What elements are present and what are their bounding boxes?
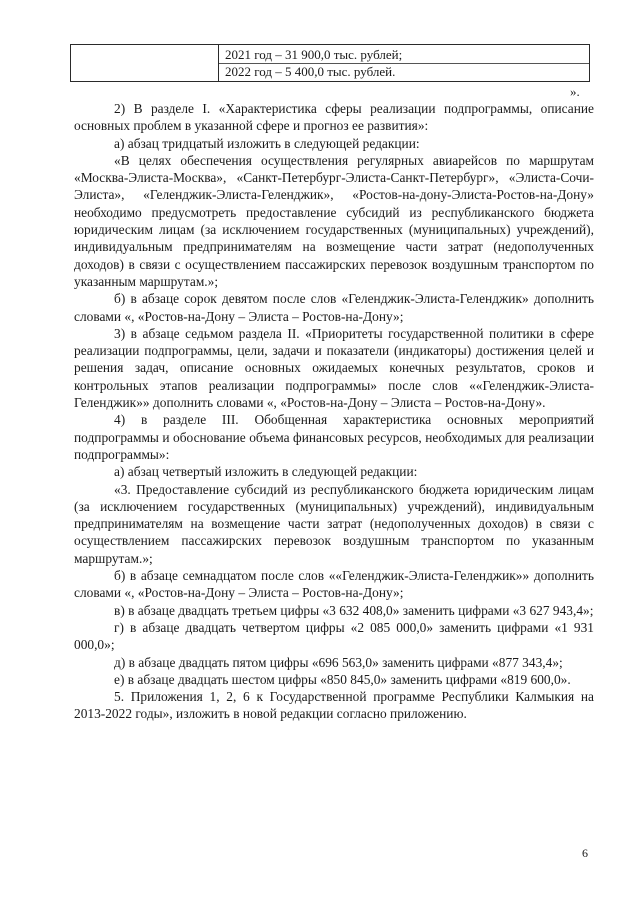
paragraph-item-a: а) абзац тридцатый изложить в следующей редакции: (114, 135, 420, 151)
paragraph-item-a-2: а) абзац четвертый изложить в следующей редакции: (114, 464, 418, 480)
paragraph-item-g: г) в абзаце двадцать четвертом цифры «2 085 000,0» заменить цифрами «1 931 000,0»; (74, 619, 594, 653)
funding-table-fragment (70, 44, 590, 82)
document-body (74, 100, 594, 723)
table-row-2021: 2021 год – 31 900,0 тыс. рублей; (225, 47, 403, 62)
paragraph-quote-subsidies: «3. Предоставление субсидий из республиканского бюджета юридическим лицам (за исключением государственных (муниципальных) учреждений), индивидуальным предпринимателям на возмещение части затрат (недополученных доходов) в связи с осуществлением пассажирских перевозок воздушным транспортом по указанным маршрутам.»; (74, 481, 594, 566)
closing-quote: ». (570, 84, 580, 99)
paragraph-quote-flights: «В целях обеспечения осуществления регулярных авиарейсов по маршрутам «Москва-Элиста-Москва», «Санкт-Петербург-Элиста-Санкт-Петербург», «Элиста-Сочи-Элиста», «Геленджик-Элиста-Геленджик», «Ростов-на-дону-Элиста-Ростов-на-Дону» необходимо предусмотреть предоставление субсидий из республиканского бюджета юридическим лицам (за исключением государственных (муниципальных) учреждений), индивидуальным предпринимателям на возмещение части затрат (недополученных доходов) в связи с осуществлением пассажирских перевозок воздушным транспортом по указанным маршрутам.»; (74, 152, 594, 289)
paragraph-item-b: б) в абзаце сорок девятом после слов «Геленджик-Элиста-Геленджик» дополнить словами «, «Ростов-на-Дону – Элиста – Ростов-на-Дону»; (74, 291, 594, 324)
table-row-2022: 2022 год – 5 400,0 тыс. рублей. (225, 64, 396, 79)
page-number: 6 (582, 846, 588, 860)
paragraph-item-d: д) в абзаце двадцать пятом цифры «696 563,0» заменить цифрами «877 343,4»; (114, 654, 563, 670)
paragraph-section-5: 5. Приложения 1, 2, 6 к Государственной программе Республики Калмыкия на 2013-2022 годы», изложить в новой редакции согласно приложению. (74, 689, 594, 722)
paragraph-item-v: в) в абзаце двадцать третьем цифры «3 632 408,0» заменить цифрами «3 627 943,4»; (114, 602, 594, 618)
paragraph-section-3: 4) в разделе III. Обобщенная характеристика основных мероприятий подпрограммы и обоснование объема финансовых ресурсов, необходимых для реализации подпрограммы»: (74, 412, 594, 462)
paragraph-section-2: 3) в абзаце седьмом раздела II. «Приоритеты государственной политики в сфере реализации подпрограммы, цели, задачи и показатели (индикаторы) достижения целей и решения задач, описание основных ожидаемых конечных результатов, сроков и контрольных этапов реализации подпрограммы» после слов ««Геленджик-Элиста-Геленджик»» дополнить словами «, «Ростов-на-Дону – Элиста – Ростов-на-Дону». (74, 325, 594, 411)
paragraph-section-1: 2) В разделе I. «Характеристика сферы реализации подпрограммы, описание основных проблем в указанной сфере и прогноз ее развития»: (74, 101, 594, 134)
paragraph-item-b-2: б) в абзаце семнадцатом после слов ««Геленджик-Элиста-Геленджик»» дополнить словами «, «Ростов-на-Дону – Элиста – Ростов-на-Дону»; (74, 568, 594, 601)
paragraph-item-e: е) в абзаце двадцать шестом цифры «850 845,0» заменить цифрами «819 600,0». (114, 671, 571, 687)
